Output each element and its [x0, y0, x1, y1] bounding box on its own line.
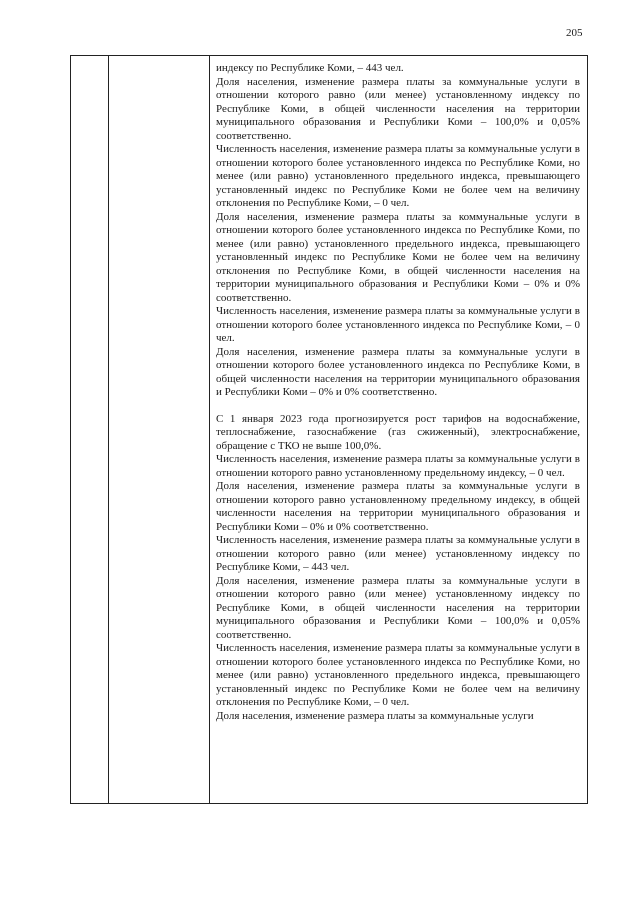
paragraph: Доля населения, изменение размера платы за коммунальные услуги: [216, 709, 534, 722]
paragraph: Доля населения, изменение размера платы за коммунальные услуги в отношении которого равно установленному предельному индексу, в общей численности населения на территории муниципального образования и Республики Коми – 0% и 0% соответственно.: [216, 480, 580, 533]
page-number: 205: [566, 27, 583, 39]
paragraph: Численность населения, изменение размера платы за коммунальные услуги в отношении которого более установленного индекса по Республике Коми, но менее (или равно) установленного предельного индекса, превышающего установленный индекс по Республике Коми не более чем на величину отклонения по Республике Коми, – 0 чел.: [216, 143, 580, 209]
paragraph: Доля населения, изменение размера платы за коммунальные услуги в отношении которого более установленного индекса по Республике Коми, по менее (или равно) установленного предельного индекса, превышающего установленный индекс по Республике Коми не более чем на величину отклонения по Республике Коми, в общей численности населения на территории муниципального образования и Республики Коми – 0% и 0% соответственно.: [216, 210, 580, 304]
text-column: [216, 62, 580, 723]
paragraph: Численность населения, изменение размера платы за коммунальные услуги в отношении которого равно (или менее) установленному индексу по Республике Коми, – 443 чел.: [216, 534, 580, 573]
column-divider-2: [209, 56, 210, 803]
paragraph: Доля населения, изменение размера платы за коммунальные услуги в отношении которого равно (или менее) установленному индексу по Республике Коми, в общей численности населения на территории муниципального образования и Республики Коми – 100,0% и 0,05% соответственно.: [216, 75, 580, 142]
paragraph: Численность населения, изменение размера платы за коммунальные услуги в отношении которого более установленного индекса по Республике Коми, – 0 чел.: [216, 305, 580, 344]
paragraph: Численность населения, изменение размера платы за коммунальные услуги в отношении которого равно установленному предельному индексу, – 0 чел.: [216, 453, 580, 479]
paragraph: Доля населения, изменение размера платы за коммунальные услуги в отношении которого равно (или менее) установленному индексу по Республике Коми, в общей численности населения на территории муниципального образования и Республики Коми – 100,0% и 0,05% соответственно.: [216, 574, 580, 641]
paragraph-gap: [216, 400, 580, 413]
column-divider-1: [108, 56, 109, 803]
paragraph: индексу по Республике Коми, – 443 чел.: [216, 62, 404, 74]
paragraph: С 1 января 2023 года прогнозируется рост тарифов на водоснабжение, теплоснабжение, газоснабжение (газ сжиженный), электроснабжение, обращение с ТКО не выше 100,0%.: [216, 412, 580, 452]
table-frame: [70, 55, 588, 804]
paragraph: Численность населения, изменение размера платы за коммунальные услуги в отношении которого более установленного индекса по Республике Коми, но менее (или равно) установленного предельного индекса, превышающего установленный индекс по Республике Коми не более чем на величину отклонения по Республике Коми, – 0 чел.: [216, 642, 580, 708]
paragraph: Доля населения, изменение размера платы за коммунальные услуги в отношении которого более установленного индекса по Республике Коми, в общей численности населения на территории муниципального образования и Республики Коми – 0% и 0% соответственно.: [216, 345, 580, 398]
